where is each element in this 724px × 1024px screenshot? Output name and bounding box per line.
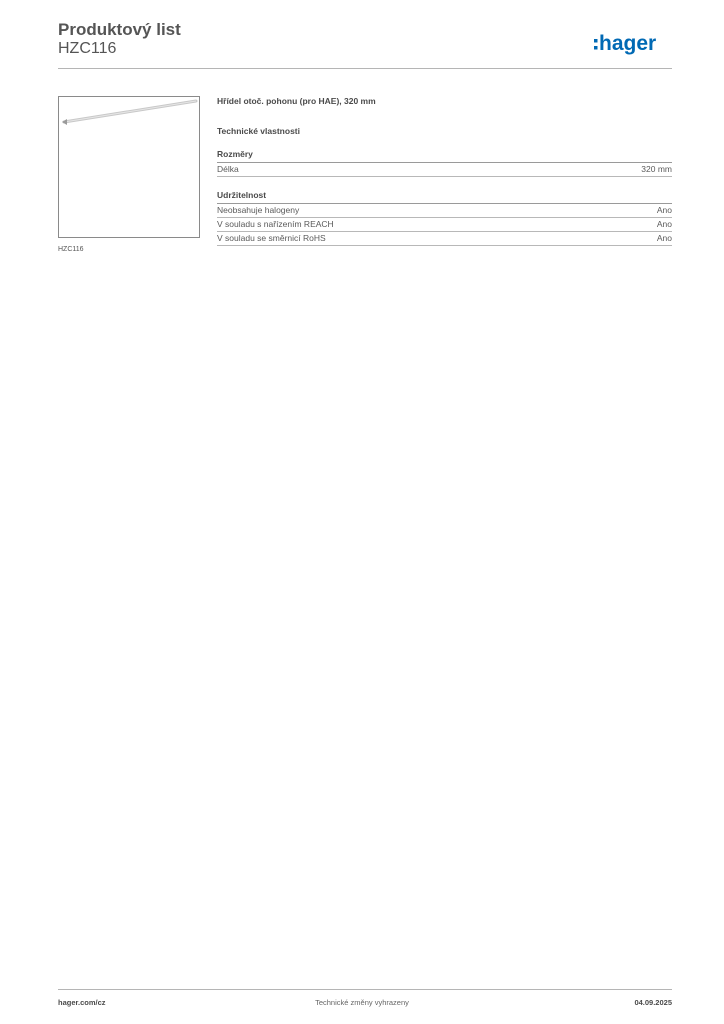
property-value: Ano <box>656 233 672 243</box>
hager-logo <box>592 29 676 59</box>
image-caption: HZC116 <box>58 246 84 253</box>
product-code: HZC116 <box>58 40 117 57</box>
group-title: Udržitelnost <box>217 190 672 204</box>
product-description: Hřídel otoč. pohonu (pro HAE), 320 mm <box>217 96 376 106</box>
svg-text:hager: hager <box>599 32 657 55</box>
property-row <box>217 218 672 232</box>
footer-note: Technické změny vyhrazeny <box>315 998 409 1007</box>
property-label: Délka <box>217 164 239 174</box>
property-group-dimensions <box>217 149 672 177</box>
property-value: Ano <box>656 205 672 215</box>
footer-website[interactable]: hager.com/cz <box>58 998 106 1007</box>
product-image <box>58 96 200 238</box>
property-value: Ano <box>656 219 672 229</box>
section-title: Technické vlastnosti <box>217 126 300 136</box>
property-row <box>217 204 672 218</box>
property-value: 320 mm <box>641 164 672 174</box>
property-row <box>217 232 672 246</box>
shaft-rod-icon <box>59 97 199 237</box>
header-divider <box>58 68 672 69</box>
property-label: Neobsahuje halogeny <box>217 205 300 215</box>
footer-divider <box>58 989 672 990</box>
product-details <box>217 96 672 259</box>
property-label: V souladu se směrnicí RoHS <box>217 233 326 243</box>
group-title: Rozměry <box>217 149 672 163</box>
property-label: V souladu s nařízením REACH <box>217 219 334 229</box>
footer-date: 04.09.2025 <box>634 998 672 1007</box>
page-title: Produktový list <box>58 20 181 39</box>
property-row <box>217 163 672 177</box>
property-group-sustainability <box>217 190 672 246</box>
